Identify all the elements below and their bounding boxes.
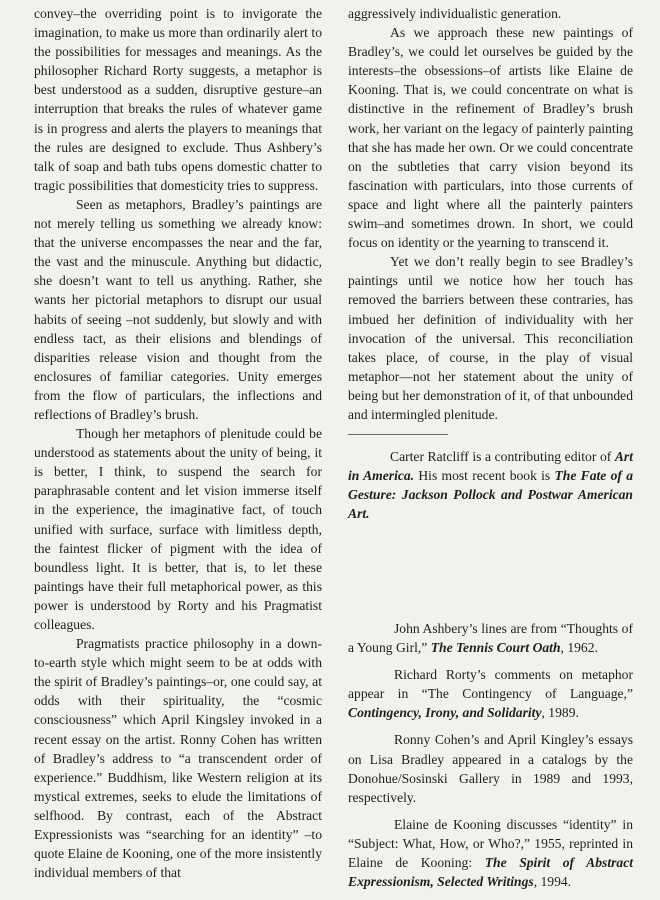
note-book-title: Contingency, Irony, and Solidarity: [348, 705, 542, 721]
endnote: [348, 815, 633, 891]
note-book-title: The Tennis Court Oath: [430, 640, 561, 656]
endnote: [348, 619, 633, 657]
divider-rule: [348, 434, 448, 435]
paragraph: aggressively individualistic generation.: [348, 6, 562, 21]
bio-book-title: The Fate of a Gesture: Jackson Pollock and Postwar American Art.: [348, 468, 634, 522]
endnote: [348, 665, 633, 722]
author-bio: [348, 447, 633, 523]
left-column: [34, 4, 322, 882]
endnote: Ronny Cohen’s and April Kingley’s essays on Lisa Bradley appeared in a catalogs by the Donohue/Sosinski Gallery in 1989 and 1993, respectively.: [348, 732, 633, 805]
note-text: Elaine de Kooning discusses “identity” in “Subject: What, How, or Who?,” 1955, reprinted in Elaine de Kooning:: [348, 816, 633, 871]
note-text: , 1962.: [560, 640, 598, 656]
endnotes: [348, 619, 633, 899]
paragraph: Yet we don’t really begin to see Bradley’s paintings until we notice how her touch has removed the barriers between these contraries, has imbued her definition of individuality with her invocation of the universal. This reconciliation takes place, of course, in the play of visual metaphor—not her statement about the unity of being but her demonstration of it, of that unbounded and intermingled plenitude.: [348, 254, 633, 422]
bio-magazine: Art in America.: [348, 449, 633, 484]
paragraph: Pragmatists practice philosophy in a down-to-earth style which might seem to be at odds with the spirit of Bradley’s paintings–or, one could say, at odds with their spirituality, the “cosmic consciousness” which April Kingsley invoked in a recent essay on the artist. Ronny Cohen has written of Bradley’s address to “a transcendent order of experience.” Buddhism, like Western religion at its mystical extremes, seeks to elude the limitations of selfhood. By contrast, each of the Abstract Expressionists was “searching for an identity” –to quote Elaine de Kooning, one of the more insistently individual members of that: [34, 636, 322, 881]
paragraph: convey–the overriding point is to invigorate the imagination, to make us more than ordinarily alert to the possibilities for messages and meanings. As the philosopher Richard Rorty suggests, a metaphor is best understood as a sudden, disruptive gesture–an interruption that breaks the rules of whatever game is in progress and alerts the players to meanings that the rules are designed to exclude. Thus Ashbery’s talk of soap and bath tubs opens domestic chatter to tragic possibilities that domesticity tries to suppress.: [34, 6, 322, 193]
note-text: , 1989.: [541, 705, 579, 721]
note-text: Richard Rorty’s comments on metaphor appear in “The Contingency of Language,”: [348, 667, 633, 702]
note-text: John Ashbery’s lines are from “Thoughts of a Young Girl,”: [348, 621, 633, 656]
paragraph: Seen as metaphors, Bradley’s paintings are not merely telling us something we already know: that the universe encompasses the near and the far, the vast and the minuscule. Anything but didactic, she doesn’t want to tell us anything. Rather, she wants her pictorial metaphors to disrupt our usual habits of seeing –not suddenly, but slowly and with endless tact, as their elisions and blendings of disparities release vision and thought from the enclosures of familiar categories. Unity emerges from the flow of particulars, the inflections and reflections of Bradley’s brush.: [34, 196, 322, 422]
right-column: [348, 4, 633, 523]
note-text: , 1994.: [533, 874, 572, 890]
bio-text: His most recent book is: [414, 468, 555, 484]
paragraph: Though her metaphors of plenitude could be understood as statements about the unity of being, it is better, I think, to suspend the search for paraphrasable content and let vision immerse itself in the experience, the imaginative fact, of touch unified with surface, surface with limitless depth, the faintest flicker of pigment with the idea of boundless light. It is better, that is, to let these paintings have their full metaphorical power, as this power is understood by Rorty and his Pragmatist colleagues.: [34, 426, 322, 632]
paragraph: As we approach these new paintings of Bradley’s, we could let ourselves be guided by the interests–the obsessions–of artists like Elaine de Kooning. That is, we could concentrate on what is distinctive in the refinement of Bradley’s brush work, her variant on the legacy of painterly painting that she has made her own. Or we could concentrate on the subtleties that carry vision beyond its fascination with particulars, into those currents of space and light where all the painterly painters swim–and sometimes drown. In short, we could focus on identity or the yearning to transcend it.: [348, 25, 633, 251]
note-book-title: The Spirit of Abstract Expressionism, Selected Writings: [348, 855, 634, 890]
bio-text: Carter Ratcliff is a contributing editor of: [390, 449, 615, 465]
